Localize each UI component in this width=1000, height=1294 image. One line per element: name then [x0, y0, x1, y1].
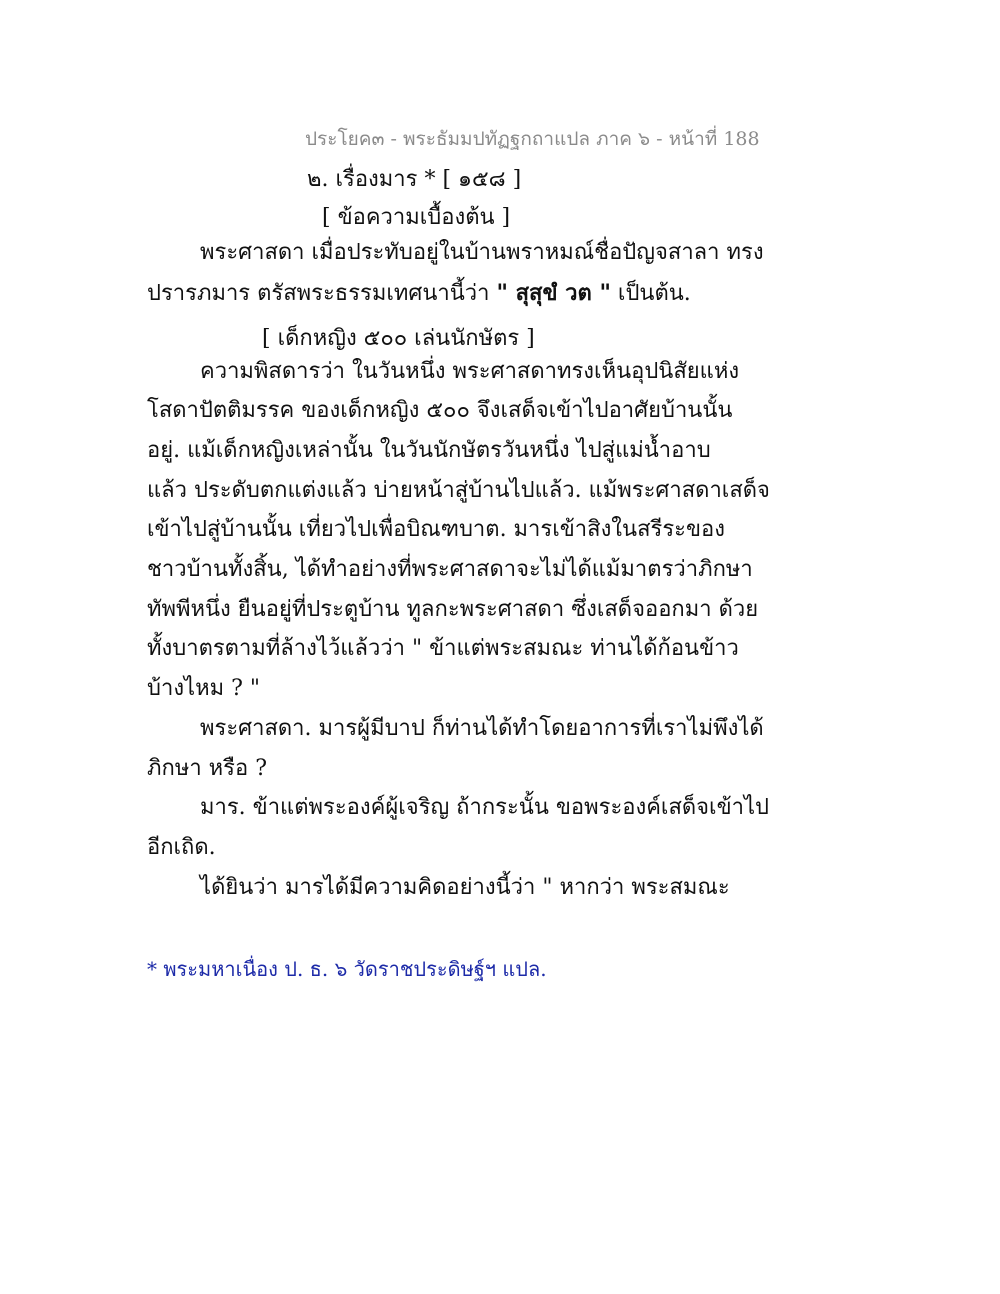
body-line: พระศาสดา. มารผู้มีบาป ก็ท่านได้ทำโดยอาการที่เราไม่พึงได้ — [200, 716, 764, 741]
body-line: อีกเถิด. — [147, 835, 216, 860]
body-line: โสดาปัตติมรรค ของเด็กหญิง ๕๐๐ จึงเสด็จเข้าไปอาศัยบ้านนั้น — [147, 398, 733, 423]
intro-line-2-end: เป็นต้น. — [617, 281, 691, 306]
body-line: ได้ยินว่า มารได้มีความคิดอย่างนี้ว่า " หากว่า พระสมณะ — [200, 875, 730, 900]
body-line: ภิกษา หรือ ? — [147, 756, 267, 781]
pali-verse-quote: " สุสุขํ วต " — [496, 280, 611, 306]
intro-line-1: พระศาสดา เมื่อประทับอยู่ในบ้านพราหมณ์ชื่อปัญจสาลา ทรง — [200, 240, 764, 265]
intro-line-2 — [147, 278, 691, 309]
page-header: ประโยค๓ - พระธัมมปทัฏฐกถาแปล ภาค ๖ - หน้าที่ 188 — [305, 128, 760, 150]
body-line: เข้าไปสู่บ้านนั้น เที่ยวไปเพื่อบิณฑบาต. มารเข้าสิงในสรีระของ — [147, 517, 725, 542]
body-line: บ้างไหม ? " — [147, 676, 261, 701]
body-line: แล้ว ประดับตกแต่งแล้ว บ่ายหน้าสู่บ้านไปแล้ว. แม้พระศาสดาเสด็จ — [147, 478, 770, 503]
story-title: ๒. เรื่องมาร * [ ๑๕๘ ] — [307, 167, 522, 192]
body-line: ทั้งบาตรตามที่ล้างไว้แล้วว่า " ข้าแต่พระสมณะ ท่านได้ก้อนข้าว — [147, 636, 739, 661]
intro-line-2-text: ปรารภมาร ตรัสพระธรรมเทศนานี้ว่า — [147, 281, 490, 306]
body-line: มาร. ข้าแต่พระองค์ผู้เจริญ ถ้ากระนั้น ขอพระองค์เสด็จเข้าไป — [200, 795, 770, 820]
body-line: ความพิสดารว่า ในวันหนึ่ง พระศาสดาทรงเห็นอุปนิสัยแห่ง — [200, 359, 740, 384]
footnote: * พระมหาเนื่อง ป. ธ. ๖ วัดราชประดิษฐ์ฯ แปล. — [147, 957, 547, 981]
body-line: ชาวบ้านทั้งสิ้น, ได้ทำอย่างที่พระศาสดาจะไม่ได้แม้มาตรว่าภิกษา — [147, 557, 753, 582]
section-heading-girls: [ เด็กหญิง ๕๐๐ เล่นนักษัตร ] — [262, 326, 535, 351]
section-heading-intro: [ ข้อความเบื้องต้น ] — [322, 205, 511, 230]
body-line: ทัพพีหนึ่ง ยืนอยู่ที่ประตูบ้าน ทูลกะพระศาสดา ซึ่งเสด็จออกมา ด้วย — [147, 597, 759, 622]
body-line: อยู่. แม้เด็กหญิงเหล่านั้น ในวันนักษัตรวันหนึ่ง ไปสู่แม่น้ำอาบ — [147, 438, 711, 463]
